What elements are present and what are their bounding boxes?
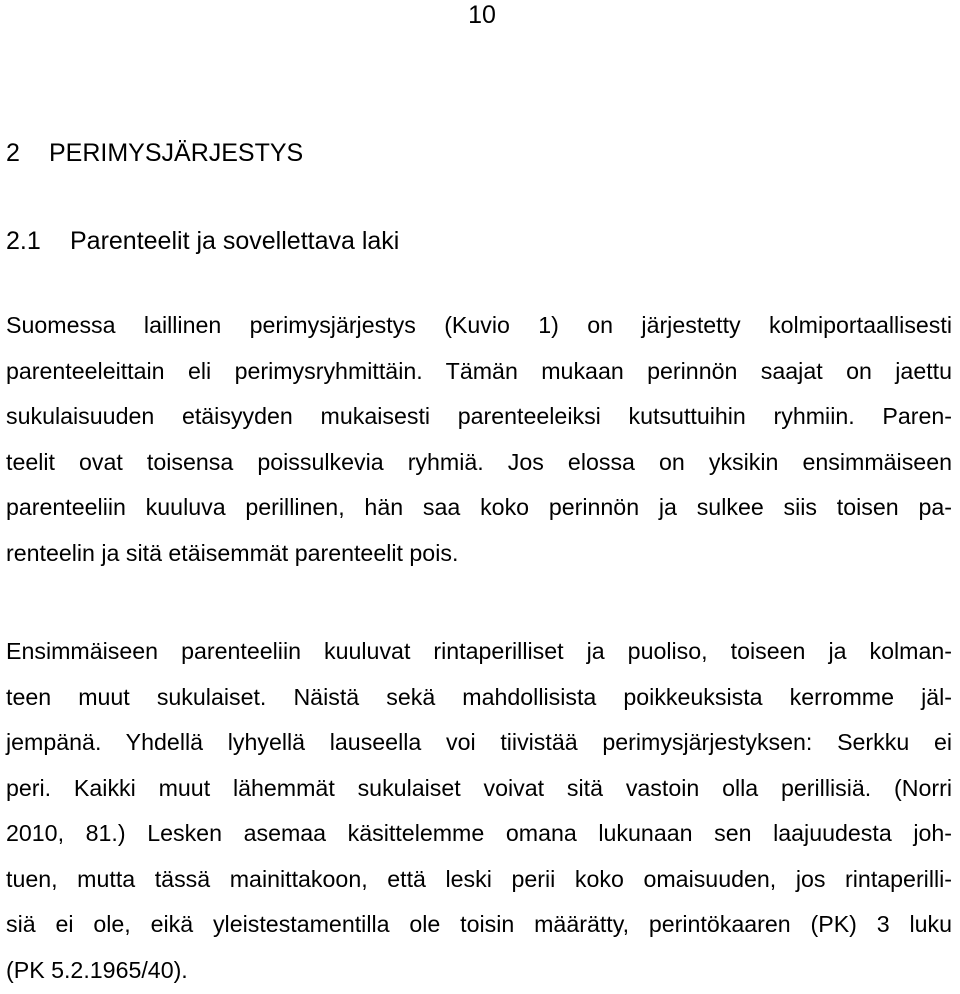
paragraph-line: Ensimmäiseen parenteeliin kuuluvat rintaperilliset ja puoliso, toiseen ja kolman- — [6, 638, 952, 664]
paragraph-line: sukulaisuuden etäisyyden mukaisesti parenteeleiksi kutsuttuihin ryhmiin. Paren- — [6, 403, 952, 429]
paragraph-1 — [6, 303, 952, 576]
page-number: 10 — [468, 1, 496, 29]
paragraph-line: 2010, 81.) Lesken asemaa käsittelemme omana lukunaan sen laajuudesta joh- — [6, 820, 952, 846]
paragraph-line: teelit ovat toisensa poissulkevia ryhmiä. Jos elossa on yksikin ensimmäiseen — [6, 448, 952, 475]
paragraph-line: jempänä. Yhdellä lyhyellä lauseella voi tiivistää perimysjärjestyksen: Serkku ei — [6, 729, 952, 755]
paragraph-line: parenteeleittain eli perimysryhmittäin. Tämän mukaan perinnön saajat on jaettu — [6, 357, 952, 384]
chapter-heading — [6, 138, 303, 168]
paragraph-line: tuen, mutta tässä mainittakoon, että leski perii koko omaisuuden, jos rintaperilli- — [6, 865, 952, 892]
paragraph-line: (PK 5.2.1965/40). — [6, 956, 188, 983]
section-heading — [6, 226, 399, 256]
paragraph-line: Suomessa laillinen perimysjärjestys (Kuvio 1) on järjestetty kolmiportaallisesti — [6, 312, 952, 338]
section-number: 2.1 — [6, 227, 41, 255]
paragraph-line: parenteeliin kuuluva perillinen, hän saa koko perinnön ja sulkee siis toisen pa- — [6, 494, 952, 520]
paragraph-line: renteelin ja sitä etäisemmät parenteelit pois. — [6, 539, 459, 566]
paragraph-line: peri. Kaikki muut lähemmät sukulaiset voivat sitä vastoin olla perillisiä. (Norri — [6, 774, 952, 801]
paragraph-2 — [6, 629, 952, 993]
chapter-number: 2 — [6, 139, 20, 167]
section-title: Parenteelit ja sovellettava laki — [70, 227, 400, 255]
paragraph-line: siä ei ole, eikä yleistestamentilla ole toisin määrätty, perintökaaren (PK) 3 luku — [6, 911, 952, 937]
chapter-title: PERIMYSJÄRJESTYS — [49, 139, 304, 167]
paragraph-line: teen muut sukulaiset. Näistä sekä mahdollisista poikkeuksista kerromme jäl- — [6, 683, 952, 710]
